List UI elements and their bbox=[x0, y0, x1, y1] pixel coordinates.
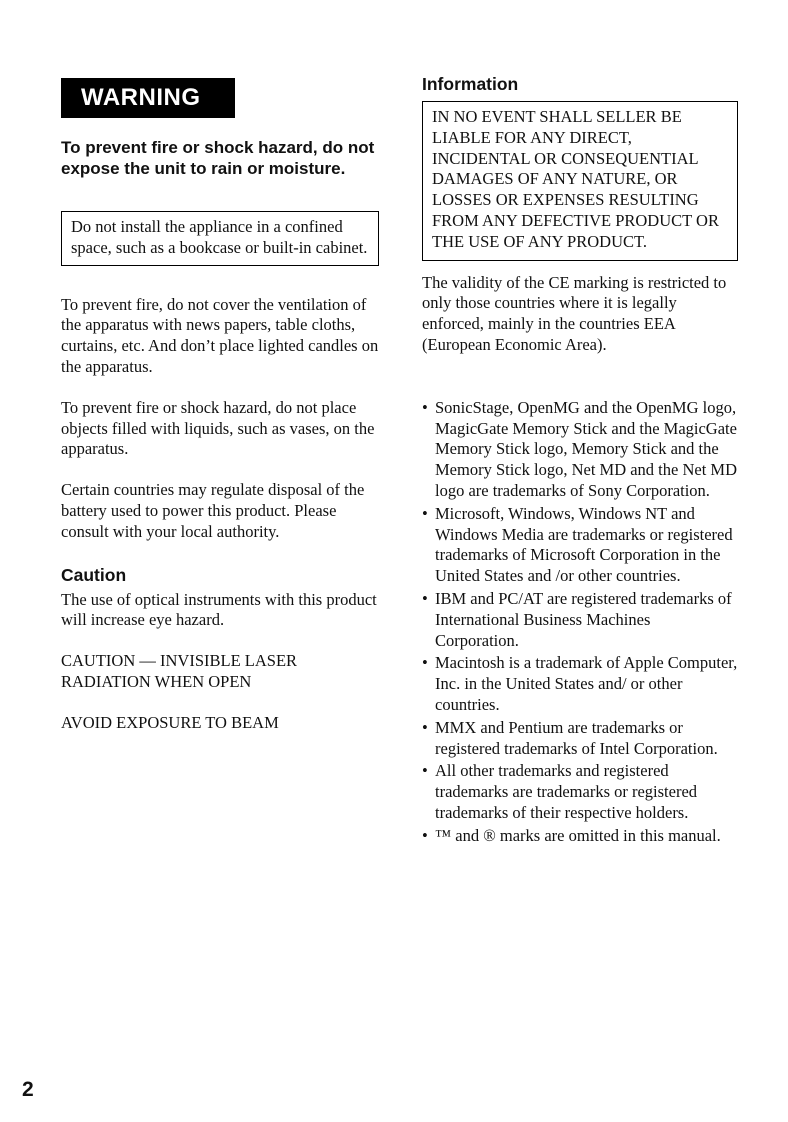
bullet-icon: • bbox=[422, 717, 428, 737]
warning-heading: To prevent fire or shock hazard, do not expose the unit to rain or moisture. bbox=[61, 138, 375, 178]
left-column bbox=[61, 78, 379, 734]
list-item-text: IBM and PC/AT are registered trademarks of International Business Machines Corporation. bbox=[435, 588, 732, 650]
trademark-list bbox=[422, 398, 738, 847]
bullet-icon: • bbox=[422, 761, 428, 781]
page-number: 2 bbox=[22, 1078, 34, 1101]
battery-disposal-paragraph: Certain countries may regulate disposal of the battery used to power this product. Please consult with your local authority. bbox=[61, 480, 365, 541]
list-item-text: Microsoft, Windows, Windows NT and Windows Media are trademarks or registered trademarks of Microsoft Corporation in the United States and /or other countries. bbox=[435, 503, 733, 586]
list-item bbox=[422, 589, 738, 651]
liability-notice-box bbox=[422, 101, 738, 261]
information-heading: Information bbox=[422, 74, 519, 94]
caution-heading: Caution bbox=[61, 564, 127, 585]
list-item bbox=[422, 398, 738, 502]
warning-badge: WARNING bbox=[61, 78, 235, 118]
avoid-exposure-paragraph: AVOID EXPOSURE TO BEAM bbox=[61, 712, 279, 732]
bullet-icon: • bbox=[422, 825, 428, 845]
install-notice-text: Do not install the appliance in a confined space, such as a bookcase or built-in cabinet. bbox=[71, 217, 368, 257]
bullet-icon: • bbox=[422, 503, 428, 523]
list-item-text: SonicStage, OpenMG and the OpenMG logo, MagicGate Memory Stick and the MagicGate Memory Stick logo, Memory Stick and the Memory Stick logo, Net MD and the Net MD logo are trademarks of Sony Corporation. bbox=[435, 397, 738, 500]
install-notice-box bbox=[61, 211, 379, 266]
liability-notice-text: IN NO EVENT SHALL SELLER BE LIABLE FOR ANY DIRECT, INCIDENTAL OR CONSEQUENTIAL DAMAGES OF ANY NATURE, OR LOSSES OR EXPENSES RESULTING FROM ANY DEFECTIVE PRODUCT OR THE USE OF ANY PRODUCT. bbox=[432, 107, 719, 251]
list-item bbox=[422, 761, 738, 823]
list-item bbox=[422, 718, 738, 760]
list-item bbox=[422, 653, 738, 715]
list-item-text: All other trademarks and registered trademarks are trademarks or registered trademarks of their respective holders. bbox=[435, 761, 698, 822]
list-item bbox=[422, 504, 738, 587]
ce-marking-paragraph: The validity of the CE marking is restricted to only those countries where it is legally enforced, mainly in the countries EEA (European Economic Area). bbox=[422, 272, 727, 354]
list-item bbox=[422, 826, 738, 847]
list-item-text: ™ and ® marks are omitted in this manual. bbox=[435, 825, 721, 845]
bullet-icon: • bbox=[422, 397, 428, 417]
optical-instruments-paragraph: The use of optical instruments with this product will increase eye hazard. bbox=[61, 589, 377, 630]
liquids-paragraph: To prevent fire or shock hazard, do not place objects filled with liquids, such as vases, on the apparatus. bbox=[61, 397, 375, 459]
list-item-text: MMX and Pentium are trademarks or registered trademarks of Intel Corporation. bbox=[435, 717, 718, 758]
laser-radiation-paragraph: CAUTION — INVISIBLE LASER RADIATION WHEN OPEN bbox=[61, 651, 298, 691]
fire-ventilation-paragraph: To prevent fire, do not cover the ventilation of the apparatus with news papers, table cloths, curtains, etc. And don’t place lighted candles on the apparatus. bbox=[61, 294, 379, 376]
bullet-icon: • bbox=[422, 653, 428, 673]
bullet-icon: • bbox=[422, 588, 428, 608]
right-column bbox=[422, 74, 738, 849]
list-item-text: Macintosh is a trademark of Apple Computer, Inc. in the United States and/ or other countries. bbox=[435, 653, 738, 714]
